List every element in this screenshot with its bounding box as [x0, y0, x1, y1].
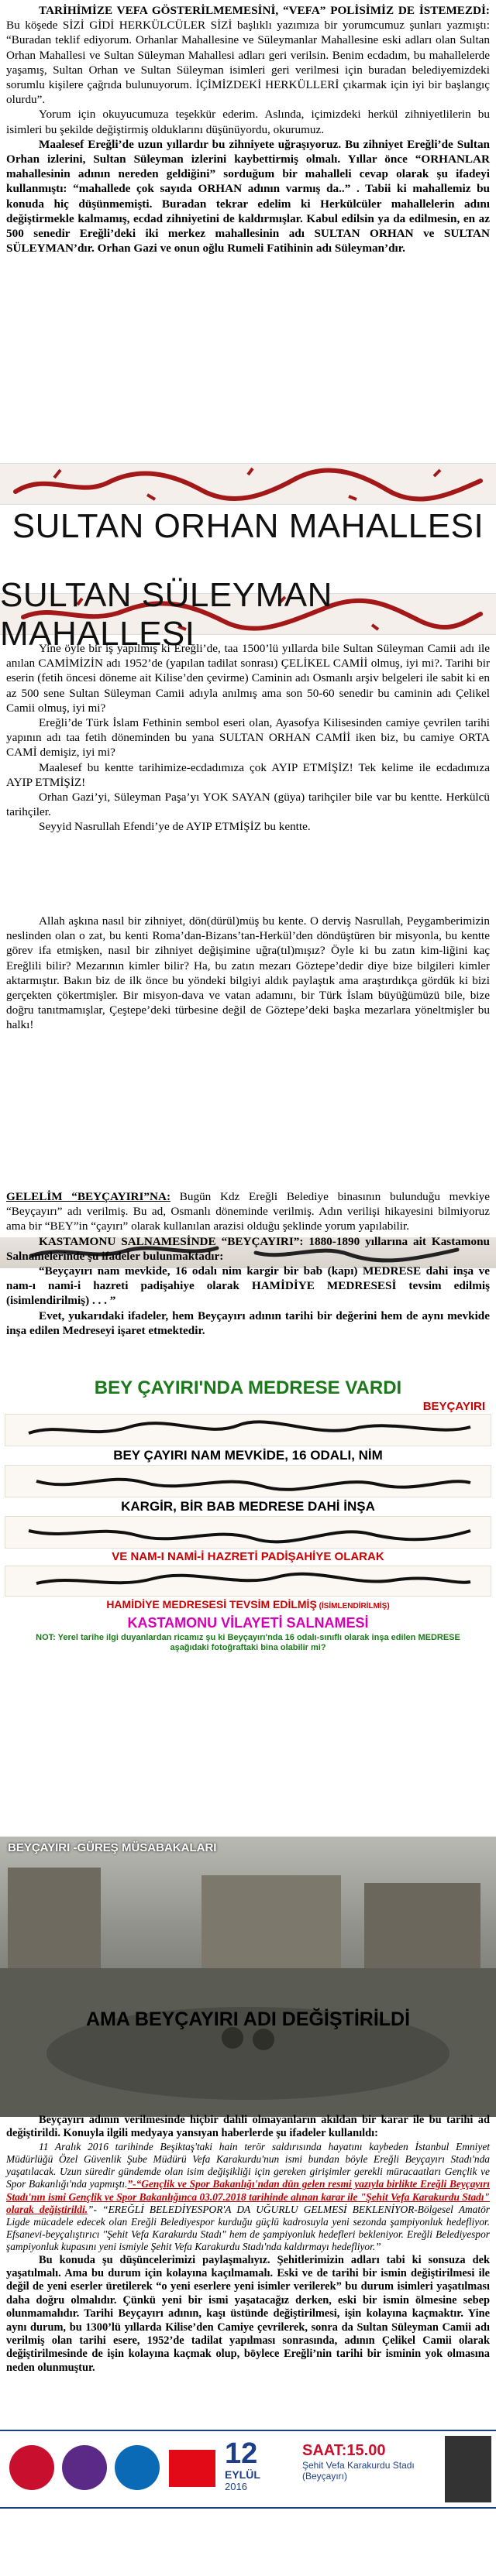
beycayiri-text	[6, 1189, 490, 1338]
banner-sultan-suleyman: SULTAN SÜLEYMAN MAHALLESI	[0, 576, 332, 653]
mosque-p5: Seyyid Nasrullah Efendi’ye de AYIP ETMİŞİZ bu kentte.	[39, 820, 311, 834]
medrese-line-4a: HAMİDİYE MEDRESESİ TEVSİM EDİLMİŞ	[106, 1598, 317, 1610]
medrese-line-5: KASTAMONU VİLAYETİ SALNAMESİ	[127, 1615, 369, 1631]
intro-title: TARİHİMİZE VEFA GÖSTERİLMEMESİNİ, “VEFA” POLİSİMİZ DE İSTEMEZDİ:	[39, 4, 490, 17]
rename-p2: Bu konuda şu düşüncelerimizi paylaşmalıyız. Şehitlerimizin adları tabi ki sonsuza dek yaşatılmalı. Ama bu durum için kolayına kaçılmamalı. Eski ve de tarihi bir ismin değiştirilmesi ile değil de yeni eserler üretilerek “o yeni eserlere yeni isimler verilerek” bu durum isimleri yaşatılması daha doğru olmalıdır. Çünkü yeni bir ismi yaşatacağız derken, eski bir ismin ölmesine sebep olunmamalıdır. Tarihi Beyçayırı adının, kaşı üstünde değiştirilmesi, işin kolayına kaçmaktır. Yine aynı durum, bu 1300’lü yıllarda Kilise’den Camiye çevrilerek, sonra da Sultan Süleyman Camii adı verilmiş olan tarihi esere, 1952’de tadilat yapılması sonrasında, adının Çelikel Camii olarak değiştirilmesinde de işin kolayına kaçmak olup, böylece Ereğli’nin tarihi bir isminin yok olmasına neden olunmuştur.	[6, 2253, 490, 2374]
medrese-line-1: BEY ÇAYIRI NAM MEVKİDE, 16 ODALI, NİM	[113, 1448, 383, 1463]
intro-body: Bu köşede SİZİ GİDİ HERKÜLCÜLER SİZİ başlıklı yazımıza bir yorumcumuz şunları yazmıştı: “Buradan teklif ediyorum. Orhanlar Mahallesine ve Süleymanlar Mahallesine eski adları olan Sultan Orhan Mahallesi ve Sultan Süleyman Mahallesi adları geri verilsin. Benim ecdadım, bu mahallelerde yaşamış, Sultan Orhan ve Sultan Süleyman isimleri geri verilmesi için buradan belediyemizdeki sorumlu kişilere çağrıda bulunuyorum. İÇİMİZDEKİ HERKÜLLERİ çıkarmak için iyi bir başlangıç olurdu”.	[6, 19, 490, 107]
mosque-text	[6, 641, 490, 835]
beycayiri-p1: Bugün Kdz Ereğli Belediye binasının bulunduğu mevkiye “Beyçayırı” adı verilmiş. Bu ad, Osmanlı döneminde verilmiş. Adın verilişi hikayesini bilmiyoruz ama bir “BEY”in “çayırı” olarak kullanılan arazisi olduğu şeklinde yorum yapılabilir.	[6, 1190, 490, 1233]
medrese-line-4b: (İSİMLENDİRİLMİŞ)	[316, 1602, 390, 1610]
officer-portrait	[445, 2436, 491, 2502]
rename-quote-part1: 11 Aralık 2016 tarihinde Beşiktaş'taki hain terör saldırısında hayatını kaybeden İstanbul Emniyet Müdürlüğü Özel Güvenlik Şube Müdürü Vefa Karakurdu'nun ismi bundan böyle Ereğli Beyçayırı Stadı'nda yaşatılacak. Uzun süredir gündemde olan isim değişikliği için gereken girişimler gerekli müracaatları Gençlik ve Spor Bakanlığı'nda yapmıştı.	[6, 2140, 490, 2190]
ottoman-script-image-orhan	[0, 463, 496, 505]
poster-year: 2016	[225, 2481, 247, 2492]
poster-info	[302, 2442, 442, 2482]
ottoman-line-1	[5, 1414, 491, 1446]
medrese-note: NOT: Yerel tarihe ilgi duyanlardan ricamız şu ki Beyçayırı'nda 16 odalı-sınıflı olarak inşa edilen MEDRESE aşağıdaki fotoğraftaki bina olabilir mi?	[36, 1633, 460, 1652]
rename-section	[0, 2114, 496, 2375]
medrese-panel-title: BEY ÇAYIRI'NDA MEDRESE VARDI	[94, 1377, 402, 1398]
belediyespor-logo	[9, 2445, 54, 2490]
intro-p2: Yorum için okuyucumuza teşekkür ederim. Aslında, içimizdeki herkül zihniyetlilerin bu isimleri bu şekilde değiştirmiş olduklarını düşünüyordu, okurumuz.	[6, 108, 490, 136]
nasrullah-section	[0, 914, 496, 1033]
nasrullah-p1: Allah aşkına nasıl bir zihniyet, dön(dürül)müş bu kente. O derviş Nasrullah, Peygamberimizin neslinden olan o zat, bu kenti Roma’dan-Bizans’tan-Herkül’den döndüştüren bir misyonla, bu kentte görev ifa etmişken, nasıl bir zihniyet değişimine uğra(tıl)mışız? Öyle ki bu zatın kim-liğini kaç Ereğlili bilir? Mezarının kimler bilir? Ha, bu zatın mezarı Göztepe’dedir diye bize bilgileri kimler aktarmıştır. Bakın biz de ilk önce bu yöndeki bilgiyi aldık paylaştık ama araştırdıkça gördük ki bizi gerçekten çökertmişler. Bir misyon-dava ve vatan adamını, bir Türk İslam büyüğümüzü bile, bize doğru tanıtmamışlar, Çeştepe’deki türbesine değil de Göztepe’deki başka mezarlara yöneltmişler bu halkı!	[6, 914, 490, 1032]
rename-quote	[6, 2141, 490, 2254]
poster-sub: (Beyçayırı)	[302, 2471, 348, 2482]
mosque-p3: Maalesef bu kentte tarihimize-ecdadımıza çok AYIP ETMİŞİZ! Tek kelime ile ecdadımıza AYIP ETMİŞİZ!	[6, 760, 490, 789]
beycayiri-section	[0, 1189, 496, 1338]
beycayiri-wrestling-photo	[0, 1837, 496, 2117]
mosque-p1: Yine öyle bir iş yapılmış ki Ereğli’de, taa 1500’lü yıllarda bile Sultan Süleyman Camii adı ile anılan CAMİMİZİN adı 1952’de (yapılan tadilat sonrası) ÇELİKEL CAMİİ olmuş, iyi mi?. Tarihi bir eserin (fetih öncesi döneme ait Kilise’den çevirme) Caminin adı Osmanlı arşiv belgeleri ile sabit ki en az 500 sene Sultan Süleyman Camii adıyla anılmış ama son 50-60 senedir bu caminin adı Çelikel Camii olmuş, iyi mi?	[6, 642, 490, 715]
beycayiri-quote: “Beyçayırı nam mevkide, 16 odalı nim kargir bir bab (kapı) MEDRESE dahi inşa ve nam-ı nami-i hazreti padişahiye olarak HAMİDİYE MEDRESESİ tevsim edilmiş (isimlendirilmiş) . . . ”	[6, 1264, 490, 1308]
intro-text	[6, 3, 490, 256]
intro-section	[0, 3, 496, 256]
poster-time: SAAT:15.00	[302, 2442, 386, 2459]
club-logo	[62, 2445, 107, 2490]
poster-venue: Şehit Vefa Karakurdu Stadı	[302, 2460, 415, 2471]
federation-logo	[115, 2445, 160, 2490]
beycayiri-p3: Evet, yukarıdaki ifadeler, hem Beyçayırı adının tarihi bir değerini hem de aynı mevkide inşa edilen Medreseyi işaret etmektedir.	[6, 1309, 490, 1337]
nasrullah-text	[6, 914, 490, 1033]
poster-date-box	[225, 2439, 299, 2499]
beycayiri-label: GELELİM “BEYÇAYIRI”NA:	[6, 1190, 171, 1203]
intro-p3: Maalesef Ereğli’de uzun yıllardır bu zihniyete uğraşıyoruz. Bu zihniyet Ereğli’de Sultan Orhan izlerini, Sultan Süleyman izlerini kaybettirmiş olmalı. Yıllar önce “ORHANLAR mahallesinin adının nereden geldiğini” sorduğum bir mahalleli cevap olarak şu ifadeyi kullanmıştı: “mahallede çok sayıda ORHAN adının varmış da..” . Tabii ki mahallemiz bu konuda hiç düşünmemişti. Buradan tekrar edelim ki Herkülcüler mahallelerin adını değiştirmekle kalmamış, ecdad zihniyetini de kaldırmışlar. Kabul edilsin ya da edilmesin, en az 500 senedir Ereğli’deki iki merkez mahallesinin adı SULTAN ORHAN ve SULTAN SÜLEYMAN’dır. Orhan Gazi ve onun oğlu Rumeli Fatihinin adı Süleyman’dır.	[6, 137, 490, 256]
rename-quote-red: ”-“Gençlik ve Spor Bakanlığı'ndan dün gelen resmi yazıyla birlikte Ereğli Beyçayırı Stadı'nın ismi Gençlik ve Spor Bakanlığınca 03.07.2018 tarihinde alınan karar ile "Şehit Vefa Karakurdu Stadı" olarak değiştirildi.	[6, 2178, 491, 2215]
mosque-p2: Ereğli’de Türk İslam Fethinin sembol eseri olan, Ayasofya Kilisesinden camiye çevrilen tarihi yapının adı taa fetih döneminden bu yana SULTAN ORHAN CAMİİ iken biz, bu camiye ORTA CAMİ demişiz, iyi mi?	[6, 716, 490, 760]
poster-day: 12	[225, 2437, 258, 2470]
rename-p1: Beyçayırı adının verilmesinde hiçbir dahli olmayanların akıldan bir karar ile bu tarihi ad değiştirildi. Konuyla ilgili medyaya yansıyan haberlerde şu ifadeler kullanıldı:	[6, 2114, 490, 2140]
rename-title: AMA BEYÇAYIRI ADI DEĞİŞTİRİLDİ	[85, 2008, 411, 2030]
medrese-line-2: KARGİR, BİR BAB MEDRESE DAHİ İNŞA	[121, 1499, 375, 1514]
medrese-panel-tag: BEYÇAYIRI	[422, 1400, 485, 1413]
banner-sultan-orhan: SULTAN ORHAN MAHALLESI	[12, 507, 484, 545]
rename-title-wrap	[0, 2007, 496, 2032]
ottoman-line-2	[5, 1465, 491, 1497]
mosque-p4: Orhan Gazi’yi, Süleyman Paşa’yı YOK SAYAN (güya) tarihçiler bile var bu kentte. Herkülcü tarihçiler.	[6, 791, 490, 819]
beycayiri-p2: KASTAMONU SALNAMESİNDE “BEYÇAYIRI”: 1880-1890 yıllarına ait Kastamonu Salnamelerinde şu ifadeler bulunmaktadır:	[6, 1234, 490, 1263]
stadium-poster	[0, 2430, 496, 2509]
ottoman-line-4	[5, 1566, 491, 1597]
poster-month: EYLÜL	[225, 2468, 260, 2481]
ottoman-line-3	[5, 1516, 491, 1549]
medrese-line-4	[0, 1597, 496, 1614]
photo-caption: BEYÇAYIRI -GÜREŞ MÜSABAKALARI	[8, 1841, 217, 1854]
medrese-line-3: VE NAM-I NAMİ-İ HAZRETİ PADİŞAHİYE OLARAK	[112, 1550, 384, 1563]
rename-quote-end: ”- “EREĞLİ BELEDİYESPOR'A DA UĞURLU GELMESİ BEKLENİYOR-Bölgesel Amatör Ligde mücadele edecek olan Ereğli Belediyespor kurduğu güçlü kadrosuyla yeni sezonda şampiyonluk hedefliyor. Efsanevi-beyçalıştırıcı "Şehit Vefa Karakurdu Stadı" hem de şampiyonluk hedefleri bekleniyor. Ereğli Belediyespor şampiyonluk kupasını yeni ismiyle Şehit Vefa Karakurdu Stadı'nda kaldırmayı hedefliyor.”	[6, 2203, 490, 2253]
mosque-section	[0, 641, 496, 835]
rename-text	[6, 2114, 490, 2375]
medrese-panel	[0, 1377, 496, 1719]
flag-logo	[169, 2450, 215, 2487]
